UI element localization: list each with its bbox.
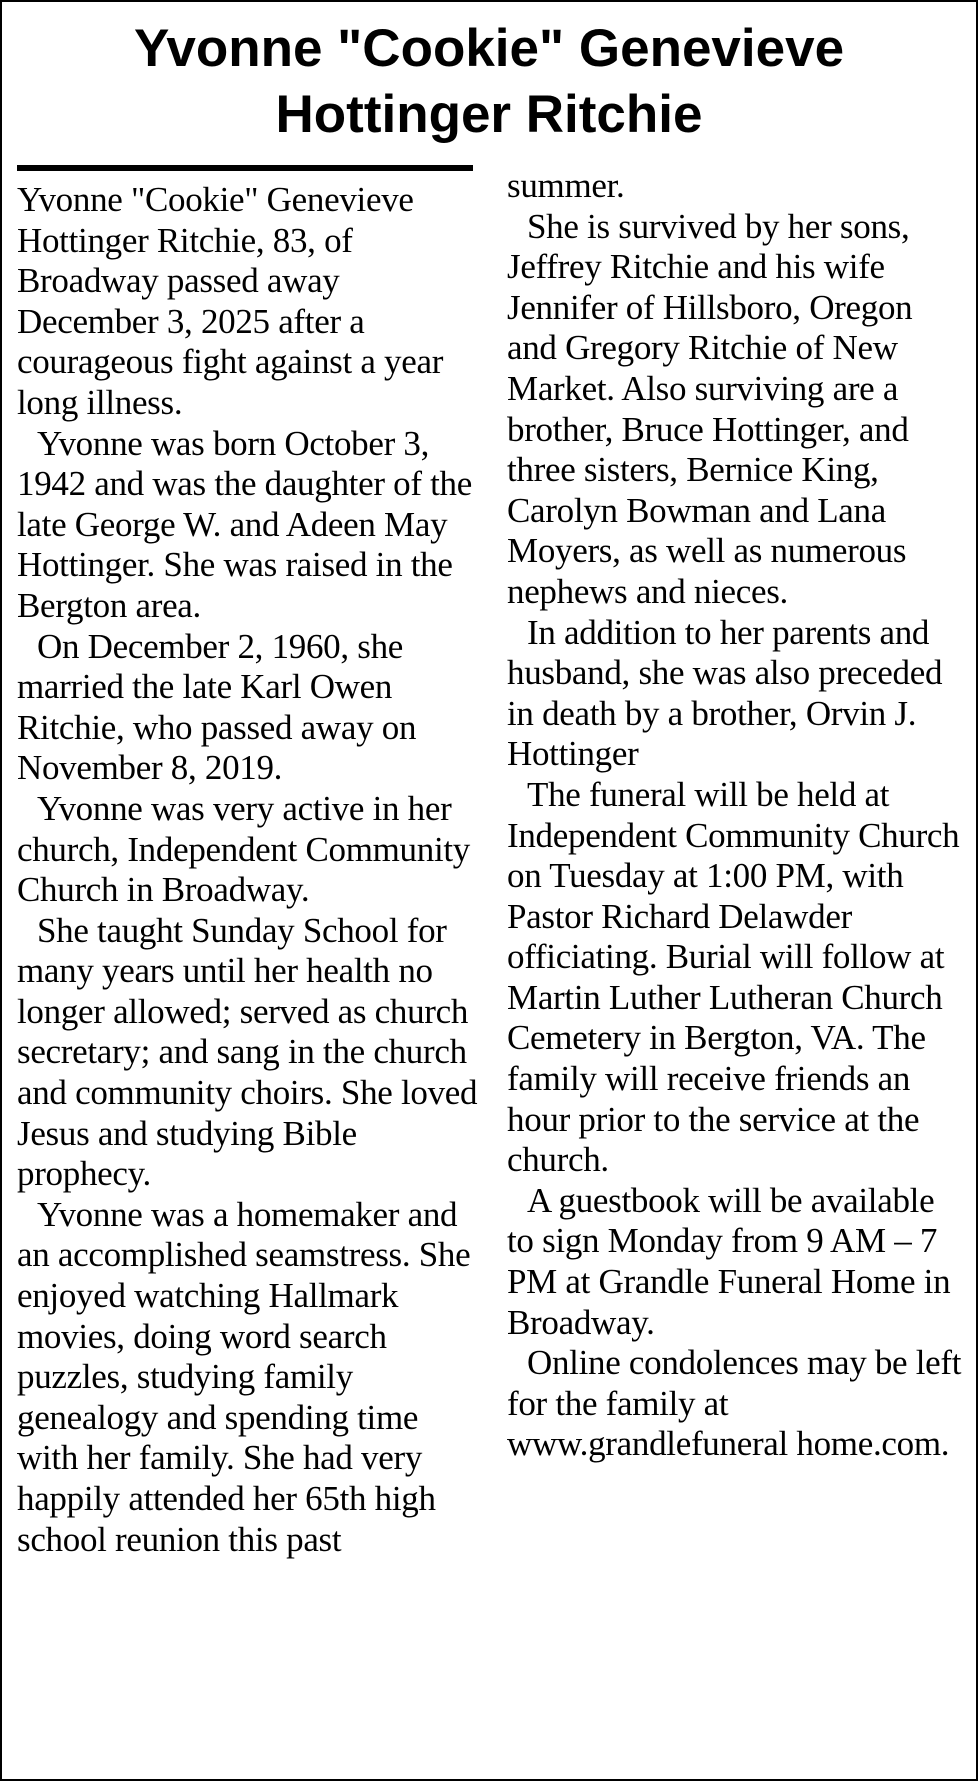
paragraph-condolences: Online condolences may be left for the family at www.grandlefuneral home.com. [507,1343,962,1464]
paragraph-intro: Yvonne "Cookie" Genevieve Hottinger Ritchie, 83, of Broadway passed away December 3, 2025 after a courageous fight against a year long illness. [17,180,444,422]
right-column [507,166,969,1465]
paragraph-funeral: The funeral will be held at Independent Community Church on Tuesday at 1:00 PM, with Pastor Richard Delawder officiating. Burial will follow at Martin Luther Lutheran Church Cemetery in Bergton, VA. The family will receive friends an hour prior to the service at the church. [507,774,960,1180]
title-divider [17,165,473,171]
obituary-title [2,16,976,148]
paragraph-survivors: She is survived by her sons, Jeffrey Ritchie and his wife Jennifer of Hillsboro, Oregon and Gregory Ritchie of New Market. Also surviving are a brother, Bruce Hottinger, and three sisters, Bernice King, Carolyn Bowman and Lana Moyers, as well as numerous nephews and nieces. [507,206,913,611]
paragraph-church: Yvonne was very active in her church, Independent Community Church in Broadway. [17,788,470,910]
title-line-2: Hottinger Ritchie [275,85,703,144]
paragraph-guestbook: A guestbook will be available to sign Monday from 9 AM – 7 PM at Grandle Funeral Home in Broadway. [507,1180,951,1342]
paragraph-hobbies-continued: summer. [507,166,625,205]
left-column [17,180,479,1560]
paragraph-marriage: On December 2, 1960, she married the late Karl Owen Ritchie, who passed away on November 8, 2019. [17,626,417,788]
paragraph-hobbies: Yvonne was a homemaker and an accomplished seamstress. She enjoyed watching Hallmark movies, doing word search puzzles, studying family genealogy and spending time with her family. She had very happily attended her 65th high school reunion this past [17,1194,471,1559]
paragraph-birth: Yvonne was born October 3, 1942 and was the daughter of the late George W. and Adeen May Hottinger. She was raised in the Bergton area. [17,423,472,625]
paragraph-preceded: In addition to her parents and husband, she was also preceded in death by a brother, Orvin J. Hottinger [507,612,943,774]
paragraph-service: She taught Sunday School for many years until her health no longer allowed; served as church secretary; and sang in the church and community choirs. She loved Jesus and studying Bible prophecy. [17,910,478,1194]
title-line-1: Yvonne "Cookie" Genevieve [133,19,845,78]
